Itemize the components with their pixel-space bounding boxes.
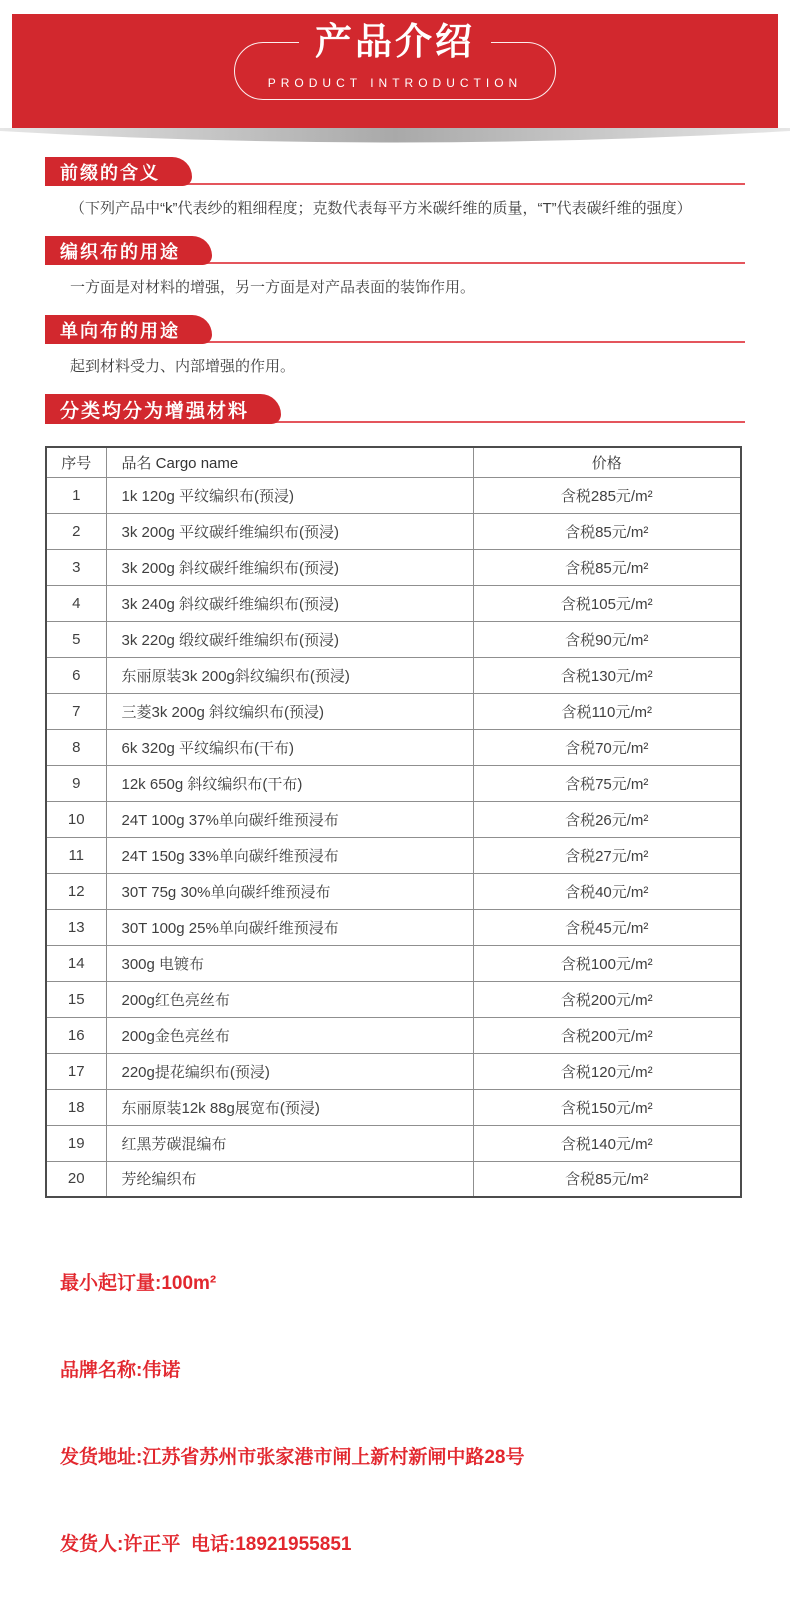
footer-brand-name: 品牌名称:伟诺 xyxy=(60,1360,181,1381)
product-name: 三菱3k 200g 斜纹编织布(预浸) xyxy=(106,693,473,729)
banner-shadow-swoosh xyxy=(0,128,790,152)
row-index: 6 xyxy=(46,657,106,693)
product-name: 红黑芳碳混编布 xyxy=(106,1125,473,1161)
section-badge: 单向布的用途 xyxy=(45,315,212,344)
content-area xyxy=(45,157,745,423)
table-row xyxy=(46,837,741,873)
row-index: 4 xyxy=(46,585,106,621)
table-row xyxy=(46,621,741,657)
column-header-price: 价格 xyxy=(473,447,741,477)
product-name: 3k 220g 缎纹碳纤维编织布(预浸) xyxy=(106,621,473,657)
product-price: 含税140元/m² xyxy=(473,1125,741,1161)
table-row xyxy=(46,585,741,621)
section-body-woven-fabric-use: 一方面是对材料的增强，另一方面是对产品表面的装饰作用。 xyxy=(70,279,476,296)
price-table xyxy=(45,446,742,1198)
header-banner xyxy=(12,14,778,128)
table-row xyxy=(46,765,741,801)
row-index: 8 xyxy=(46,729,106,765)
price-table-body xyxy=(46,477,741,1197)
section-body-prefix-meaning: （下列产品中“k”代表纱的粗细程度；克数代表每平方米碳纤维的质量，“T”代表碳纤维的强度） xyxy=(70,200,692,217)
product-price: 含税85元/m² xyxy=(473,513,741,549)
table-row xyxy=(46,729,741,765)
product-price: 含税70元/m² xyxy=(473,729,741,765)
product-price: 含税200元/m² xyxy=(473,1017,741,1053)
row-index: 3 xyxy=(46,549,106,585)
row-index: 7 xyxy=(46,693,106,729)
table-row xyxy=(46,513,741,549)
product-price: 含税285元/m² xyxy=(473,477,741,513)
section-badge: 分类均分为增强材料 xyxy=(45,394,281,424)
table-row xyxy=(46,477,741,513)
product-name: 3k 240g 斜纹碳纤维编织布(预浸) xyxy=(106,585,473,621)
product-name: 220g提花编织布(预浸) xyxy=(106,1053,473,1089)
section-header-woven-fabric-use xyxy=(45,236,745,264)
row-index: 13 xyxy=(46,909,106,945)
row-index: 5 xyxy=(46,621,106,657)
product-name: 3k 200g 平纹碳纤维编织布(预浸) xyxy=(106,513,473,549)
product-name: 3k 200g 斜纹碳纤维编织布(预浸) xyxy=(106,549,473,585)
footer-info xyxy=(60,1211,790,1617)
product-name: 6k 320g 平纹编织布(干布) xyxy=(106,729,473,765)
product-name: 30T 75g 30%单向碳纤维预浸布 xyxy=(106,873,473,909)
page-subtitle: PRODUCT INTRODUCTION xyxy=(267,76,523,90)
product-name: 30T 100g 25%单向碳纤维预浸布 xyxy=(106,909,473,945)
table-row xyxy=(46,1125,741,1161)
table-row xyxy=(46,981,741,1017)
page-title: 产品介绍 xyxy=(299,21,491,63)
product-name: 芳纶编织布 xyxy=(106,1161,473,1197)
product-price: 含税105元/m² xyxy=(473,585,741,621)
product-price: 含税45元/m² xyxy=(473,909,741,945)
table-row xyxy=(46,1053,741,1089)
row-index: 2 xyxy=(46,513,106,549)
footer-shipper-contact: 发货人:许正平 电话:18921955851 xyxy=(60,1534,352,1555)
product-price: 含税150元/m² xyxy=(473,1089,741,1125)
product-price: 含税85元/m² xyxy=(473,549,741,585)
product-name: 东丽原装3k 200g斜纹编织布(预浸) xyxy=(106,657,473,693)
row-index: 12 xyxy=(46,873,106,909)
row-index: 9 xyxy=(46,765,106,801)
product-price: 含税40元/m² xyxy=(473,873,741,909)
product-price: 含税85元/m² xyxy=(473,1161,741,1197)
product-price: 含税120元/m² xyxy=(473,1053,741,1089)
price-table-header xyxy=(46,447,741,477)
product-price: 含税27元/m² xyxy=(473,837,741,873)
row-index: 15 xyxy=(46,981,106,1017)
product-price: 含税130元/m² xyxy=(473,657,741,693)
table-row xyxy=(46,693,741,729)
table-row xyxy=(46,549,741,585)
product-name: 200g金色亮丝布 xyxy=(106,1017,473,1053)
row-index: 20 xyxy=(46,1161,106,1197)
product-name: 东丽原装12k 88g展宽布(预浸) xyxy=(106,1089,473,1125)
product-name: 300g 电镀布 xyxy=(106,945,473,981)
row-index: 14 xyxy=(46,945,106,981)
product-price: 含税100元/m² xyxy=(473,945,741,981)
row-index: 1 xyxy=(46,477,106,513)
section-body-unidirectional-fabric-use: 起到材料受力、内部增强的作用。 xyxy=(70,358,296,375)
product-price: 含税26元/m² xyxy=(473,801,741,837)
section-badge: 前缀的含义 xyxy=(45,157,192,186)
section-header-prefix-meaning xyxy=(45,157,745,185)
table-row xyxy=(46,657,741,693)
table-row xyxy=(46,873,741,909)
row-index: 19 xyxy=(46,1125,106,1161)
product-price: 含税200元/m² xyxy=(473,981,741,1017)
product-price: 含税75元/m² xyxy=(473,765,741,801)
table-row xyxy=(46,909,741,945)
row-index: 18 xyxy=(46,1089,106,1125)
product-name: 12k 650g 斜纹编织布(干布) xyxy=(106,765,473,801)
row-index: 16 xyxy=(46,1017,106,1053)
product-name: 200g红色亮丝布 xyxy=(106,981,473,1017)
product-name: 24T 100g 37%单向碳纤维预浸布 xyxy=(106,801,473,837)
table-row xyxy=(46,1017,741,1053)
section-badge: 编织布的用途 xyxy=(45,236,212,265)
table-row xyxy=(46,801,741,837)
column-header-cargo-name: 品名 Cargo name xyxy=(106,447,473,477)
footer-min-order: 最小起订量:100m² xyxy=(60,1273,217,1294)
product-price: 含税110元/m² xyxy=(473,693,741,729)
row-index: 11 xyxy=(46,837,106,873)
table-row xyxy=(46,1161,741,1197)
table-row xyxy=(46,945,741,981)
title-outline-box xyxy=(234,21,556,100)
product-name: 1k 120g 平纹编织布(预浸) xyxy=(106,477,473,513)
footer-shipping-address: 发货地址:江苏省苏州市张家港市闸上新村新闸中路28号 xyxy=(60,1447,525,1468)
header-row xyxy=(46,447,741,477)
product-name: 24T 150g 33%单向碳纤维预浸布 xyxy=(106,837,473,873)
product-introduction-page xyxy=(0,14,790,1555)
row-index: 10 xyxy=(46,801,106,837)
section-header-unidirectional-fabric-use xyxy=(45,315,745,343)
column-header-index: 序号 xyxy=(46,447,106,477)
product-price: 含税90元/m² xyxy=(473,621,741,657)
table-row xyxy=(46,1089,741,1125)
row-index: 17 xyxy=(46,1053,106,1089)
section-header-classification xyxy=(45,394,745,423)
